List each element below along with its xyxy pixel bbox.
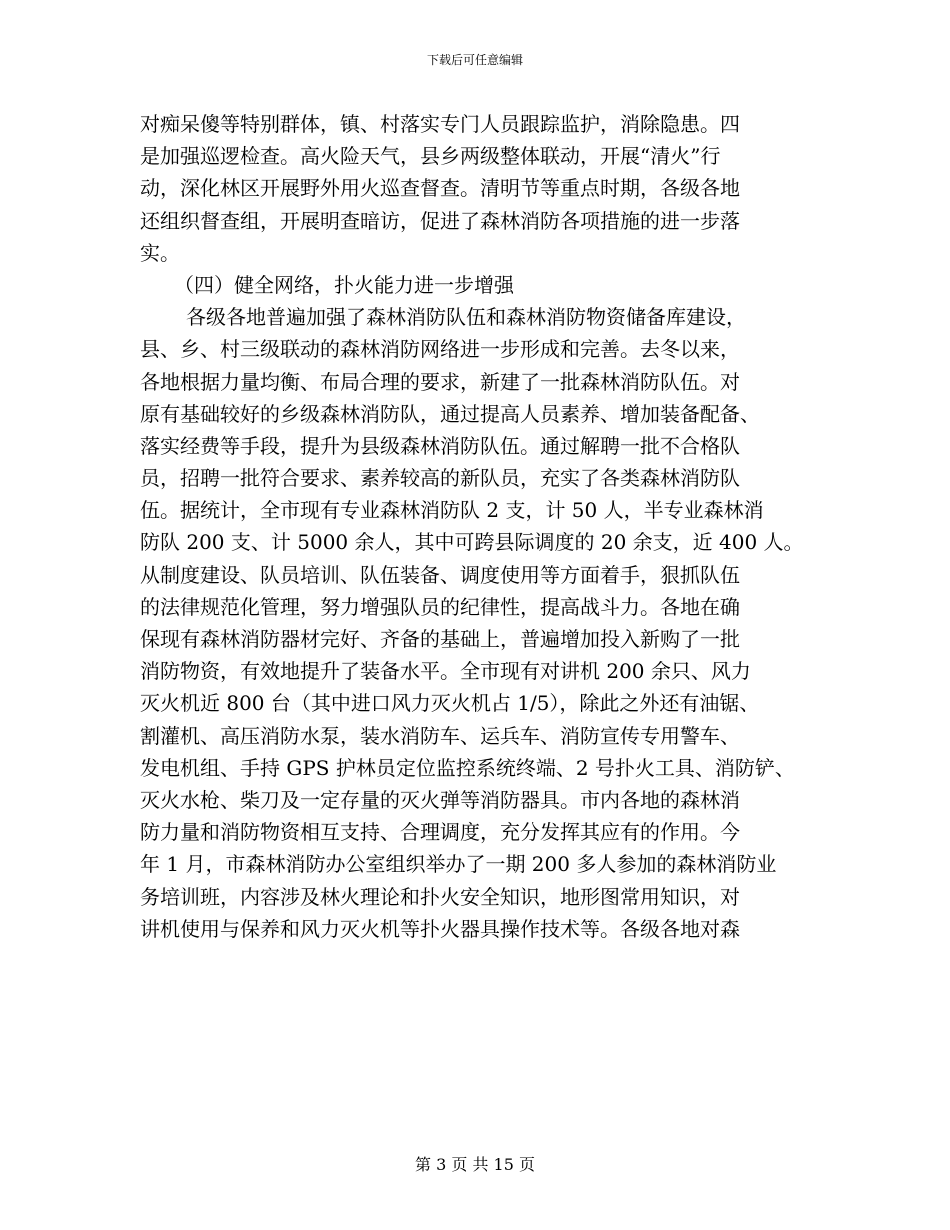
- section-heading: （四）健全网络，扑火能力进一步增强: [174, 272, 514, 297]
- text-line: 从制度建设、队员培训、队伍装备、调度使用等方面着手，狠抓队伍: [140, 562, 740, 587]
- text-line: 动，深化林区开展野外用火巡查督查。清明节等重点时期，各级各地: [140, 176, 740, 201]
- text-line: 还组织督查组，开展明查暗访，促进了森林消防各项措施的进一步落: [140, 208, 740, 233]
- document-body: [140, 108, 820, 945]
- text-line: 是加强巡逻检查。高火险天气，县乡两级整体联动，开展“清火”行: [140, 144, 721, 169]
- page-header: 下载后可任意编辑: [426, 53, 523, 67]
- text-line: 消防物资，有效地提升了装备水平。全市现有对讲机 200 余只、风力: [140, 659, 751, 684]
- text-line: 灭火水枪、柴刀及一定存量的灭火弹等消防器具。市内各地的森林消: [140, 787, 740, 812]
- text-line: 各级各地普遍加强了森林消防队伍和森林消防物资储备库建设，: [186, 305, 746, 330]
- text-line: 原有基础较好的乡级森林消防队，通过提高人员素养、增加装备配备、: [140, 401, 760, 426]
- text-line: 的法律规范化管理，努力增强队员的纪律性，提高战斗力。各地在确: [140, 594, 740, 619]
- text-line: 落实经费等手段，提升为县级森林消防队伍。通过解聘一批不合格队: [140, 433, 740, 458]
- text-line: 员，招聘一批符合要求、素养较高的新队员，充实了各类森林消防队: [140, 466, 740, 491]
- text-line: 年 1 月，市森林消防办公室组织举办了一期 200 多人参加的森林消防业: [140, 852, 777, 877]
- text-line: 保现有森林消防器材完好、齐备的基础上，普遍增加投入新购了一批: [140, 627, 740, 651]
- text-line: 防队 200 支、计 5000 余人，其中可跨县际调度的 20 余支，近 400 人。: [140, 530, 804, 555]
- text-line: 对痴呆傻等特别群体，镇、村落实专门人员跟踪监护，消除隐患。四: [140, 112, 740, 136]
- text-line: 实。: [140, 240, 180, 265]
- page-footer: 第 3 页 共 15 页: [415, 1155, 535, 1174]
- text-line: 割灌机、高压消防水泵，装水消防车、运兵车、消防宣传专用警车、: [140, 723, 740, 748]
- text-line: 各地根据力量均衡、布局合理的要求，新建了一批森林消防队伍。对: [140, 369, 740, 394]
- text-line: 县、乡、村三级联动的森林消防网络进一步形成和完善。去冬以来，: [140, 337, 740, 362]
- text-line: 防力量和消防物资相互支持、合理调度，充分发挥其应有的作用。今: [140, 820, 740, 845]
- text-line: 伍。据统计，全市现有专业森林消防队 2 支，计 50 人，半专业森林消: [140, 498, 764, 523]
- text-line: 灭火机近 800 台（其中进口风力灭火机占 1/5），除此之外还有油锯、: [140, 691, 760, 716]
- text-line: 务培训班，内容涉及林火理论和扑火安全知识，地形图常用知识，对: [140, 884, 740, 909]
- text-line: 讲机使用与保养和风力灭火机等扑火器具操作技术等。各级各地对森: [140, 916, 740, 941]
- text-line: 发电机组、手持 GPS 护林员定位监控系统终端、2 号扑火工具、消防铲、: [140, 755, 795, 780]
